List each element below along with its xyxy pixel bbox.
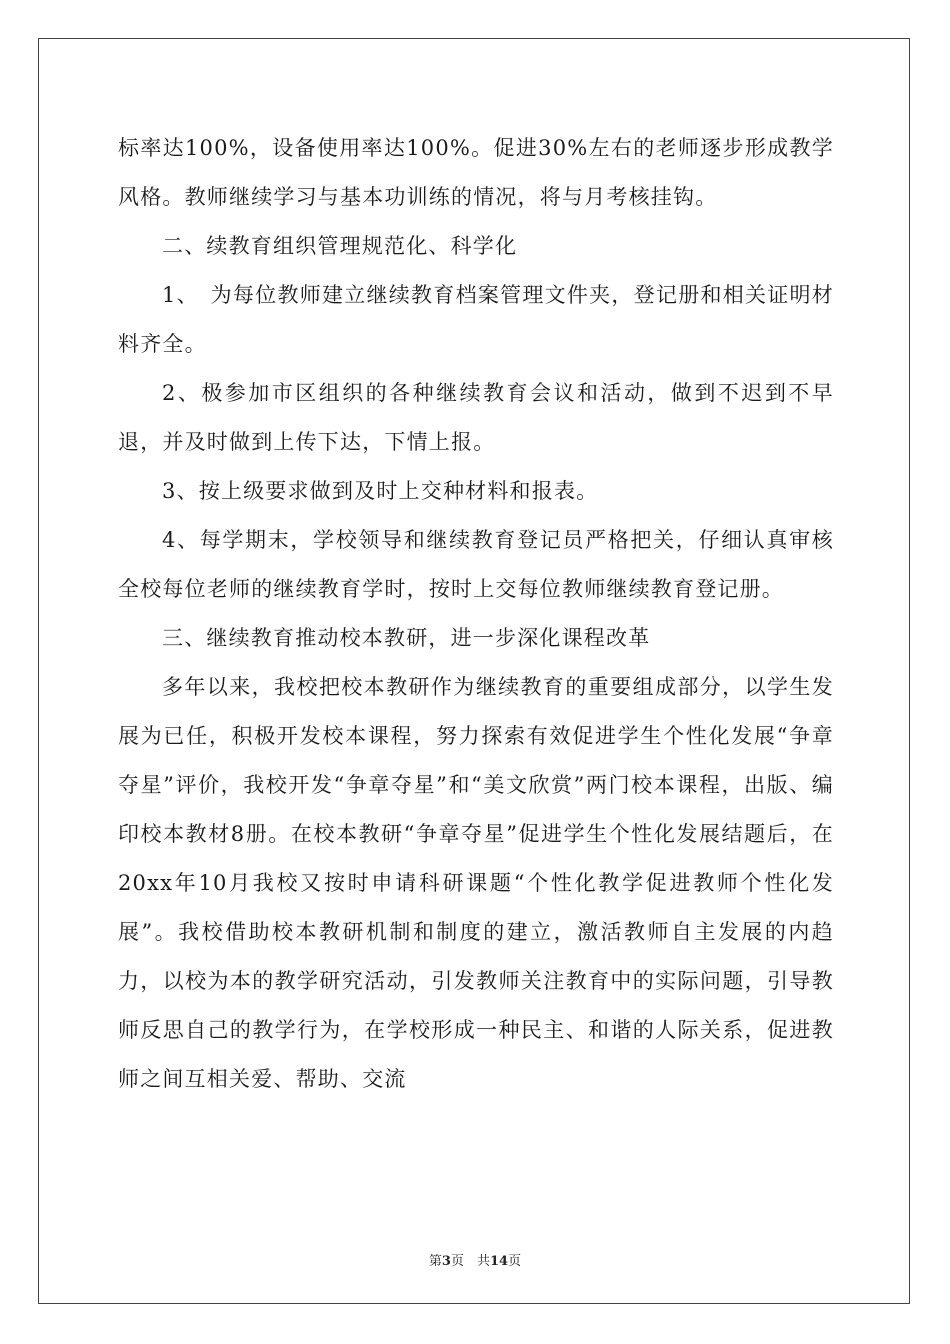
list-item-2: 2、极参加市区组织的各种继续教育会议和活动，做到不迟到不早退，并及时做到上传下达，下情上报。 bbox=[118, 381, 834, 454]
footer-suffix: 页 bbox=[508, 1254, 522, 1269]
document-body bbox=[118, 124, 834, 1104]
page-footer bbox=[0, 1250, 950, 1269]
total-page-count: 14 bbox=[489, 1254, 509, 1269]
list-item-4: 4、每学期末，学校领导和继续教育登记员严格把关，仔细认真审核全校每位老师的继续教育学时，按时上交每位教师继续教育登记册。 bbox=[118, 528, 834, 601]
current-page-number: 3 bbox=[441, 1254, 451, 1269]
paragraph-1: 标率达100%，设备使用率达100%。促进30%左右的老师逐步形成教学风格。教师继续学习与基本功训练的情况，将与月考核挂钩。 bbox=[118, 136, 834, 209]
section-heading-2: 二、续教育组织管理规范化、科学化 bbox=[162, 234, 518, 258]
footer-mid: 页 共 bbox=[450, 1254, 490, 1269]
list-item-3: 3、按上级要求做到及时上交种材料和报表。 bbox=[162, 479, 599, 503]
paragraph-body: 多年以来，我校把校本教研作为继续教育的重要组成部分，以学生发展为已任，积极开发校本课程，努力探索有效促进学生个性化发展“争章夺星”评价，我校开发“争章夺星”和“美文欣赏”两门校本课程，出版、编印校本教材8册。在校本教研“争章夺星”促进学生个性化发展结题后，在20xx年10月我校又按时申请科研课题“个性化教学促进教师个性化发展”。我校借助校本教研机制和制度的建立，激活教师自主发展的内趋力，以校为本的教学研究活动，引发教师关注教育中的实际问题，引导教师反思自己的教学行为，在学校形成一种民主、和谐的人际关系，促进教师之间互相关爱、帮助、交流 bbox=[118, 675, 834, 1091]
list-item-1: 1、 为每位教师建立继续教育档案管理文件夹，登记册和相关证明材料齐全。 bbox=[118, 283, 834, 356]
footer-prefix: 第 bbox=[428, 1254, 442, 1269]
section-heading-3: 三、继续教育推动校本教研，进一步深化课程改革 bbox=[162, 626, 651, 650]
